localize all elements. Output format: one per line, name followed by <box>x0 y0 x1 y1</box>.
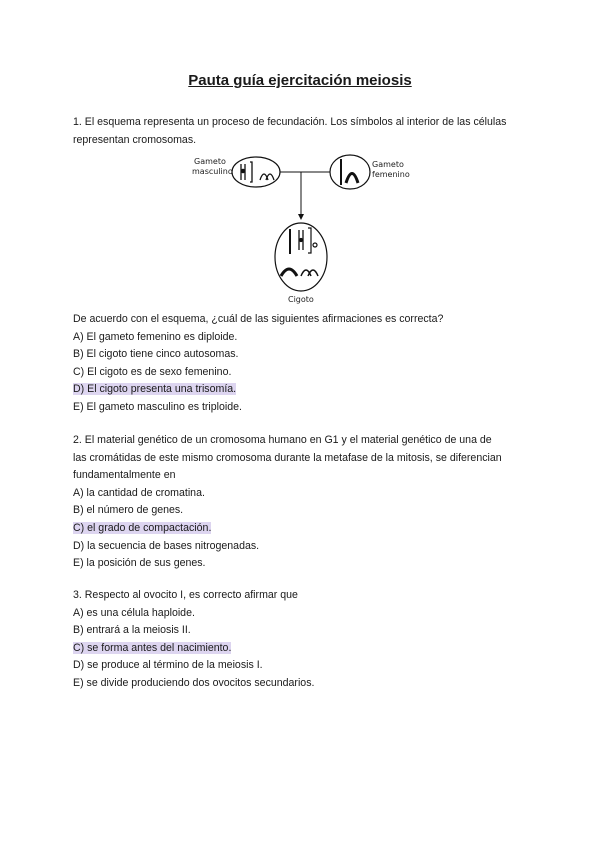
question-3 <box>73 587 533 693</box>
zygote-label: Cigoto <box>288 295 314 304</box>
question-1-stem-line: 1. El esquema representa un proceso de fecundación. Los símbolos al interior de las células <box>73 116 507 128</box>
option-3e[interactable]: E) se divide produciendo dos ovocitos secundarios. <box>73 676 315 689</box>
female-chromosomes-icon <box>341 159 358 185</box>
option-1a[interactable]: A) El gameto femenino es diploide. <box>73 330 238 343</box>
male-gamete-cell <box>232 157 280 187</box>
question-2-stem-line: 2. El material genético de un cromosoma humano en G1 y el material genético de una de <box>73 434 492 446</box>
option-2c-correct[interactable]: C) el grado de compactación. <box>73 521 212 534</box>
question-1-stem <box>73 114 533 149</box>
male-gamete-label: Gameto <box>194 157 226 166</box>
female-gamete-label: femenino <box>372 170 410 179</box>
question-1 <box>73 311 533 417</box>
option-3d[interactable]: D) se produce al término de la meiosis I. <box>73 659 263 672</box>
arrow-down-icon <box>298 214 304 220</box>
question-3-stem-line: 3. Respecto al ovocito I, es correcto afirmar que <box>73 589 298 601</box>
option-2b[interactable]: B) el número de genes. <box>73 504 184 517</box>
zygote-cell <box>275 223 327 291</box>
option-2a[interactable]: A) la cantidad de cromatina. <box>73 486 205 499</box>
male-gamete-label: masculino <box>192 167 233 176</box>
zygote-chromosomes-icon <box>281 228 318 276</box>
option-2e[interactable]: E) la posición de sus genes. <box>73 557 206 570</box>
page-title: Pauta guía ejercitación meiosis <box>188 72 412 89</box>
question-2 <box>73 432 533 573</box>
option-1d-correct[interactable]: D) El cigoto presenta una trisomía. <box>73 383 237 396</box>
option-1b[interactable]: B) El cigoto tiene cinco autosomas. <box>73 348 239 361</box>
option-3a[interactable]: A) es una célula haploide. <box>73 606 195 619</box>
male-chromosomes-icon <box>241 162 274 182</box>
female-gamete-label: Gameto <box>372 160 404 169</box>
option-3b[interactable]: B) entrará a la meiosis II. <box>73 624 191 637</box>
question-1-stem-line: representan cromosomas. <box>73 133 197 146</box>
fertilization-diagram <box>190 150 420 305</box>
female-gamete-cell <box>330 155 370 189</box>
question-1-prompt: De acuerdo con el esquema, ¿cuál de las siguientes afirmaciones es correcta? <box>73 313 444 325</box>
question-2-stem-line: las cromátidas de este mismo cromosoma durante la metafase de la mitosis, se diferencian <box>73 451 502 464</box>
option-1c[interactable]: C) El cigoto es de sexo femenino. <box>73 365 232 378</box>
option-2d[interactable]: D) la secuencia de bases nitrogenadas. <box>73 539 260 552</box>
option-1e[interactable]: E) El gameto masculino es triploide. <box>73 400 242 413</box>
option-3c-correct[interactable]: C) se forma antes del nacimiento. <box>73 641 232 654</box>
question-2-stem-line: fundamentalmente en <box>73 469 176 482</box>
